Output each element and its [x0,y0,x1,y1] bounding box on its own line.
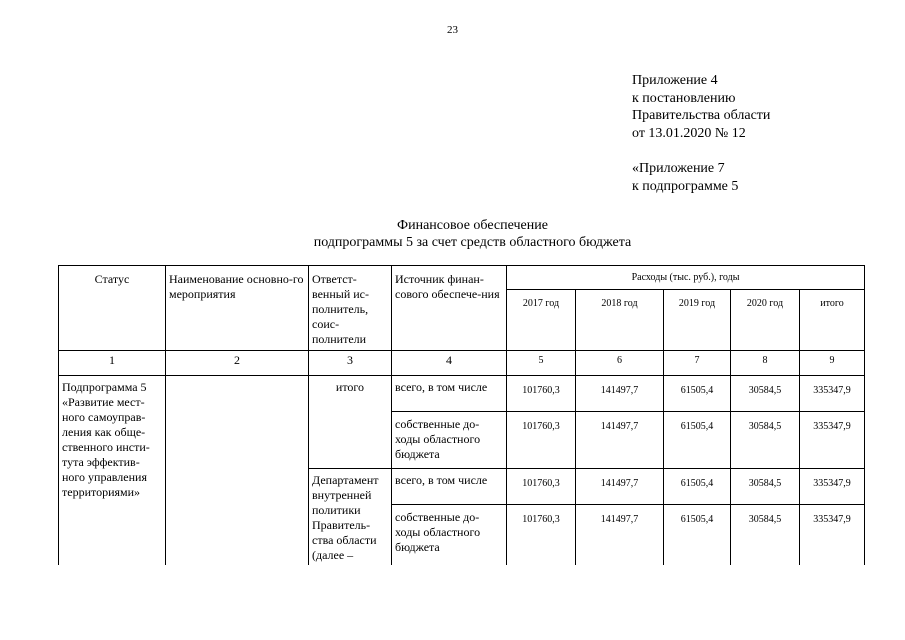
appendix-line: к подпрограмме 5 [632,178,739,194]
value-cell: 141497,7 [576,376,664,412]
header-year-2018: 2018 год [576,290,664,351]
appendix-line: Правительства области [632,108,771,123]
index-cell: 6 [576,351,664,376]
appendix-block [632,72,770,195]
value-cell: 61505,4 [664,469,731,505]
appendix-line: «Приложение 7 [632,161,725,176]
title-line: Финансовое обеспечение [397,218,548,233]
executor-cell: Департамент внутренней политики Правитель-ства области (далее – [309,469,392,566]
index-cell: 1 [59,351,166,376]
financing-table [58,265,865,565]
value-cell: 30584,5 [731,412,800,469]
value-cell: 101760,3 [507,505,576,565]
header-year-2020: 2020 год [731,290,800,351]
header-year-2019: 2019 год [664,290,731,351]
value-cell: 101760,3 [507,412,576,469]
appendix-line: от 13.01.2020 № 12 [632,125,746,141]
table-row [59,376,865,412]
header-name: Наименование основно-го мероприятия [166,266,309,351]
value-cell: 61505,4 [664,505,731,565]
index-cell: 4 [392,351,507,376]
value-cell: 30584,5 [731,376,800,412]
value-cell: 141497,7 [576,412,664,469]
value-cell: 141497,7 [576,505,664,565]
value-cell: 141497,7 [576,469,664,505]
name-cell [166,376,309,566]
value-cell: 61505,4 [664,376,731,412]
value-cell: 101760,3 [507,376,576,412]
index-row [59,351,865,376]
value-cell: 335347,9 [800,469,865,505]
header-status: Статус [59,266,166,351]
document-title [0,217,905,251]
value-cell: 101760,3 [507,469,576,505]
index-cell: 5 [507,351,576,376]
index-cell: 3 [309,351,392,376]
value-cell: 30584,5 [731,469,800,505]
value-cell: 30584,5 [731,505,800,565]
header-row [59,266,865,290]
header-executor: Ответст-венный ис-полнитель, соис-полнители [309,266,392,351]
value-cell: 335347,9 [800,376,865,412]
value-cell: 335347,9 [800,505,865,565]
index-cell: 7 [664,351,731,376]
source-cell: всего, в том числе [392,376,507,412]
index-cell: 9 [800,351,865,376]
header-total: итого [800,290,865,351]
title-line: подпрограммы 5 за счет средств областного бюджета [313,235,632,250]
appendix-line: к постановлению [632,90,736,106]
page-number: 23 [447,24,458,36]
source-cell: собственные до-ходы областного бюджета [392,505,507,565]
header-expenses: Расходы (тыс. руб.), годы [507,266,865,290]
header-source: Источник финан-сового обеспече-ния [392,266,507,351]
value-cell: 335347,9 [800,412,865,469]
header-year-2017: 2017 год [507,290,576,351]
appendix-line: Приложение 4 [632,73,718,88]
index-cell: 2 [166,351,309,376]
executor-cell: итого [309,376,392,469]
value-cell: 61505,4 [664,412,731,469]
source-cell: собственные до-ходы областного бюджета [392,412,507,469]
status-cell: Подпрограмма 5 «Развитие мест-ного самоуправ-ления как обще-ственного инсти-тута эффектив-ного управления территориями» [59,376,166,566]
index-cell: 8 [731,351,800,376]
source-cell: всего, в том числе [392,469,507,505]
